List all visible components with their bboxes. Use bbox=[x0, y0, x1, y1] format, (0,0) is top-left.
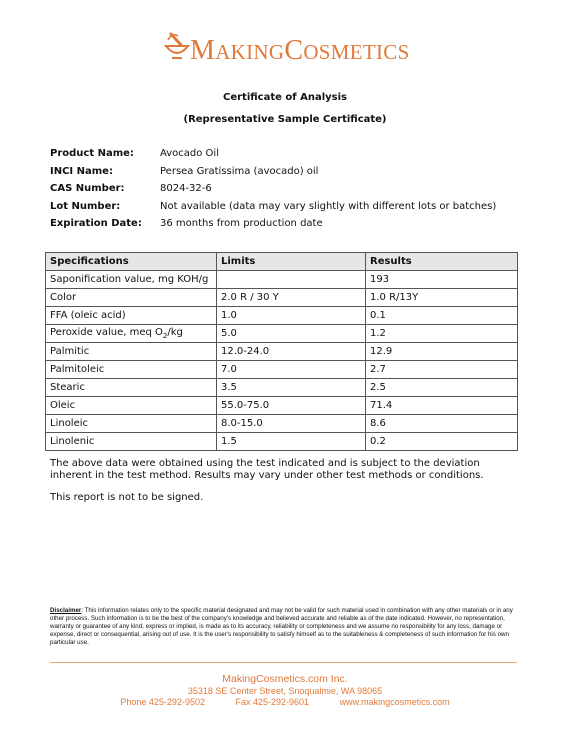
disclaimer-text: : This information relates only to the specific material designated and may not be valid for such material used in combination with any other materials or in any other process. Such information is to be the best of the company's knowledge and believed accurate and reliable as of the date indicated. However, no representation, warranty or guarantee of any kind, express or implied, is made as to its accuracy, reliability or completeness and we assume no responsibility for any loss, damage or expense, direct or consequential, arising out of use. It is the user's responsibility to satisfy himself as to the suitableness & completeness of such information for his own particular use. bbox=[50, 607, 513, 646]
footer-address: 35318 SE Center Street, Snoqualmie, WA 98065 bbox=[187, 686, 383, 696]
footer-divider bbox=[50, 662, 517, 663]
info-row-inci-name: INCI Name: Persea Gratissima (avocado) oil bbox=[50, 165, 319, 177]
info-row-lot-number: Lot Number: Not available (data may vary slightly with different lots or batches) bbox=[50, 200, 497, 212]
column-header: Limits bbox=[217, 253, 366, 271]
table-row: Peroxide value, meq $O_2/kg$ 5.0 1.2 bbox=[46, 325, 518, 343]
table-row: Palmitoleic 7.0 2.7 bbox=[46, 361, 518, 379]
specifications-table bbox=[45, 252, 518, 451]
disclaimer-label: Disclaimer bbox=[50, 607, 82, 614]
footer-contacts bbox=[0, 697, 570, 707]
info-row-product-name: Product Name: Avocado Oil bbox=[50, 148, 219, 159]
mortar-pestle-icon bbox=[162, 30, 192, 64]
table-row: Saponification value, mg KOH/g 193 bbox=[46, 271, 518, 289]
column-header: Results bbox=[366, 253, 518, 271]
test-method-note: The above data were obtained using the test indicated and is subject to the deviation inherent in the test method. Results may vary under other test methods or conditions. bbox=[50, 458, 484, 481]
table-row: Linolenic 1.5 0.2 bbox=[46, 433, 518, 451]
table-row: Palmitic 12.0-24.0 12.9 bbox=[46, 343, 518, 361]
column-header: Specifications bbox=[46, 253, 217, 271]
table-row: Oleic 55.0-75.0 71.4 bbox=[46, 397, 518, 415]
info-row-cas-number: CAS Number: 8024-32-6 bbox=[50, 183, 212, 194]
table-row: Stearic 3.5 2.5 bbox=[46, 379, 518, 397]
footer-company: MakingCosmetics.com Inc. bbox=[222, 673, 348, 685]
product-info bbox=[50, 147, 496, 235]
footer-fax: Fax 425-292-9601 bbox=[235, 697, 310, 707]
document-subtitle: (Representative Sample Certificate) bbox=[183, 114, 387, 125]
disclaimer bbox=[50, 607, 522, 647]
brand-logo bbox=[0, 30, 570, 66]
table-row: FFA (oleic acid) 1.0 0.1 bbox=[46, 307, 518, 325]
brand-name: MAKINGCOSMETICS bbox=[190, 35, 410, 66]
table-header-row bbox=[46, 253, 518, 271]
table-row: Linoleic 8.0-15.0 8.6 bbox=[46, 415, 518, 433]
table-row: Color 2.0 R / 30 Y 1.0 R/13Y bbox=[46, 289, 518, 307]
signature-note: This report is not to be signed. bbox=[50, 492, 204, 503]
footer-website-link[interactable]: www.makingcosmetics.com bbox=[339, 697, 450, 707]
info-row-expiration-date: Expiration Date: 36 months from production date bbox=[50, 218, 323, 229]
footer-phone: Phone 425-292-9502 bbox=[120, 697, 205, 707]
document-title: Certificate of Analysis bbox=[223, 92, 347, 103]
